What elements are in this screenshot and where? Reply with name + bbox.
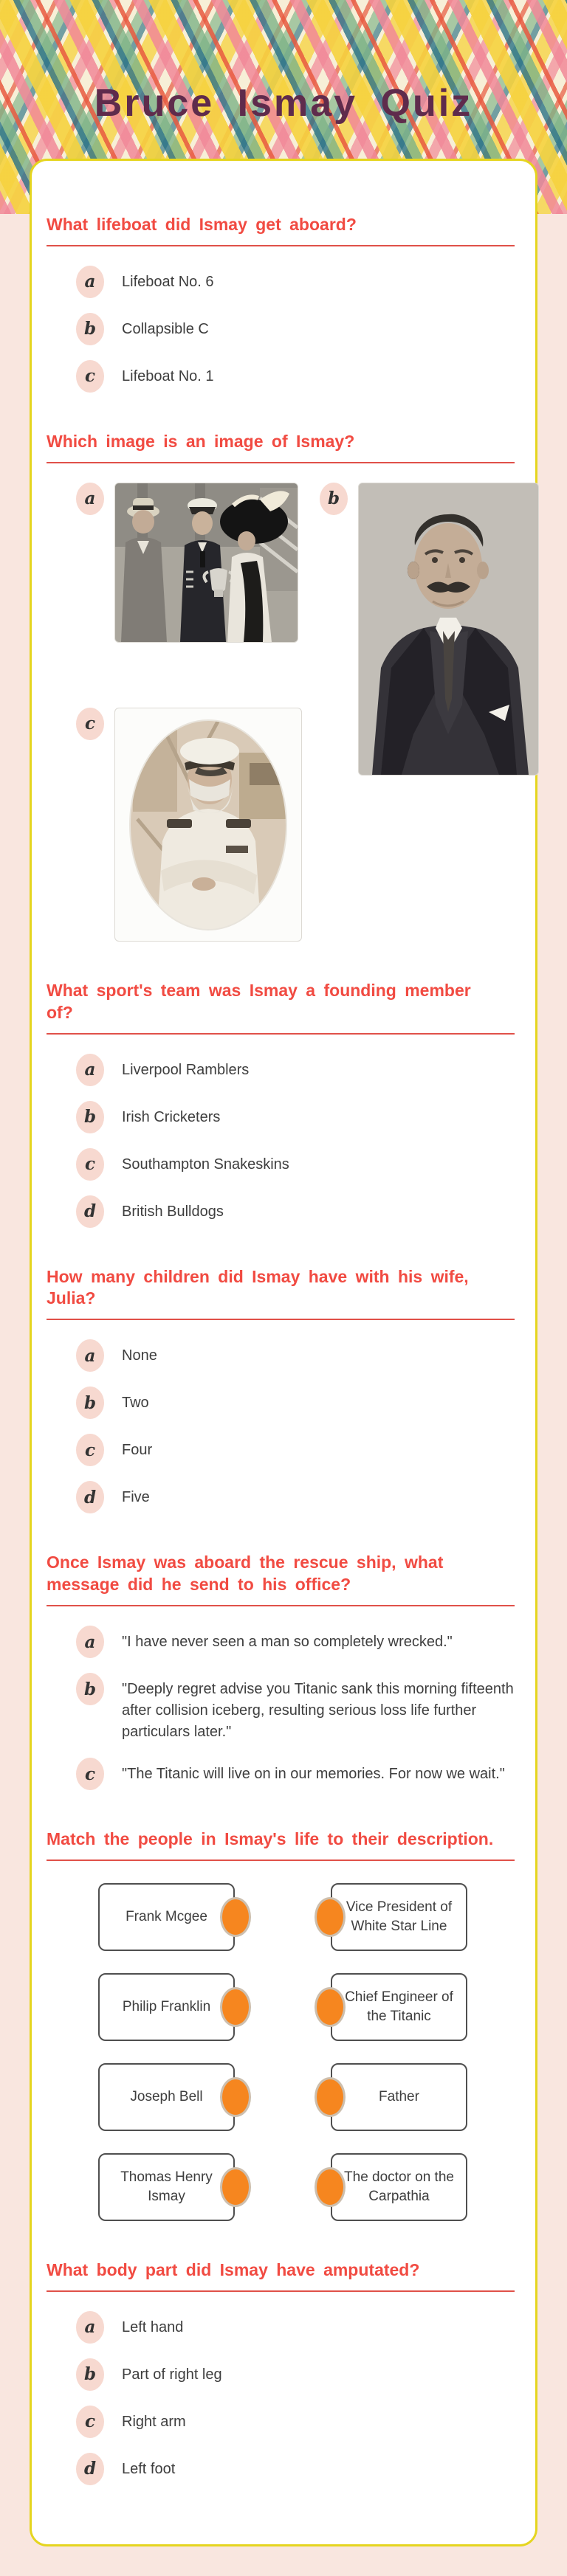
match-right-vice-president[interactable] <box>331 1883 467 1951</box>
title-underline <box>47 1033 515 1035</box>
match-connector-dot[interactable] <box>315 1897 346 1937</box>
option-letter-badge[interactable]: d <box>76 1481 104 1513</box>
match-left-frank-mcgee[interactable] <box>98 1883 235 1951</box>
title-underline <box>47 245 515 246</box>
options-list <box>47 266 515 393</box>
option-letter-badge[interactable]: b <box>76 313 104 345</box>
question-title: What lifeboat did Ismay get aboard? <box>47 215 357 234</box>
question-which-image <box>47 431 515 942</box>
title-underline <box>47 2290 515 2292</box>
match-connector-dot[interactable] <box>220 2077 251 2117</box>
option-letter-badge[interactable]: c <box>76 1434 104 1466</box>
option-letter-badge[interactable]: a <box>76 1626 104 1658</box>
option-c[interactable] <box>76 1434 515 1466</box>
match-left-joseph-bell[interactable] <box>98 2063 235 2131</box>
options-list <box>47 1626 515 1790</box>
mustached-man-portrait-photo[interactable] <box>358 483 539 776</box>
match-right-carpathia-doctor[interactable] <box>331 2153 467 2221</box>
option-d[interactable] <box>76 1481 515 1513</box>
match-right-father[interactable] <box>331 2063 467 2131</box>
image-option-a[interactable] <box>76 483 302 643</box>
question-title: Once Ismay was aboard the rescue ship, what message did he send to his office? <box>47 1553 444 1595</box>
match-label: Thomas Henry Ismay <box>120 2169 213 2205</box>
image-option-c[interactable] <box>76 708 302 942</box>
match-label: Joseph Bell <box>130 2089 203 2105</box>
image-options-grid <box>76 483 515 942</box>
option-a[interactable] <box>76 1626 515 1658</box>
match-connector-dot[interactable] <box>220 2167 251 2207</box>
question-title: How many children did Ismay have with his wife, Julia? <box>47 1266 469 1308</box>
option-c[interactable] <box>76 1148 515 1181</box>
question-title: What sport's team was Ismay a founding member of? <box>47 980 471 1022</box>
option-label: Lifeboat No. 1 <box>122 367 214 384</box>
captain-oval-portrait-photo[interactable] <box>114 708 302 942</box>
option-label: Liverpool Ramblers <box>122 1061 250 1078</box>
question-title: Match the people in Ismay's life to their description. <box>47 1829 494 1849</box>
quiz-title: Bruce Ismay Quiz <box>94 82 473 125</box>
match-row-2 <box>98 1973 467 2041</box>
option-label: "Deeply regret advise you Titanic sank this morning fifteenth after collision iceberg, resulting serious loss life further particulars later." <box>122 1681 514 1741</box>
option-letter-badge[interactable]: a <box>76 2311 104 2344</box>
match-row-1 <box>98 1883 467 1951</box>
option-label: Southampton Snakeskins <box>122 1156 289 1173</box>
question-match-people <box>47 1829 515 2221</box>
match-label: The doctor on the Carpathia <box>344 2169 454 2205</box>
match-connector-dot[interactable] <box>220 1987 251 2027</box>
option-letter-badge[interactable]: a <box>76 483 104 515</box>
option-label: British Bulldogs <box>122 1203 224 1220</box>
option-c[interactable] <box>76 1758 515 1790</box>
option-c[interactable] <box>76 2406 515 2438</box>
match-row-3 <box>98 2063 467 2131</box>
image-options-left-column <box>76 483 302 942</box>
options-list <box>47 1054 515 1228</box>
match-connector-dot[interactable] <box>315 1987 346 2027</box>
option-d[interactable] <box>76 2453 515 2485</box>
option-letter-badge[interactable]: d <box>76 2453 104 2485</box>
match-label: Father <box>379 2089 419 2105</box>
question-children <box>47 1266 515 1514</box>
option-label: Collapsible C <box>122 320 209 337</box>
option-letter-badge[interactable]: b <box>76 1673 104 1705</box>
option-letter-badge[interactable]: b <box>76 1101 104 1133</box>
image-option-b[interactable] <box>320 483 539 776</box>
match-row-4 <box>98 2153 467 2221</box>
question-lifeboat <box>47 214 515 393</box>
match-left-philip-franklin[interactable] <box>98 1973 235 2041</box>
option-d[interactable] <box>76 1195 515 1228</box>
option-letter-badge[interactable]: a <box>76 1339 104 1372</box>
match-label: Frank Mcgee <box>126 1909 207 1925</box>
option-letter-badge[interactable]: b <box>320 483 348 515</box>
option-b[interactable] <box>76 2358 515 2391</box>
option-letter-badge[interactable]: a <box>76 266 104 298</box>
option-a[interactable] <box>76 266 515 298</box>
image-options-right-column <box>320 483 539 776</box>
question-rescue-message <box>47 1552 515 1790</box>
option-letter-badge[interactable]: c <box>76 1148 104 1181</box>
option-label: Part of right leg <box>122 2366 222 2383</box>
option-b[interactable] <box>76 313 515 345</box>
question-title: What body part did Ismay have amputated? <box>47 2260 420 2280</box>
title-underline <box>47 1319 515 1320</box>
option-label: Right arm <box>122 2413 186 2430</box>
options-list <box>47 2311 515 2485</box>
match-grid <box>47 1880 515 2221</box>
title-underline <box>47 1860 515 1861</box>
option-label: "I have never seen a man so completely wrecked." <box>122 1634 453 1651</box>
option-label: Four <box>122 1442 153 1459</box>
option-label: "The Titanic will live on in our memories. For now we wait." <box>122 1766 505 1783</box>
title-underline <box>47 462 515 463</box>
match-connector-dot[interactable] <box>220 1897 251 1937</box>
option-letter-badge[interactable]: c <box>76 708 104 740</box>
option-b[interactable] <box>76 1101 515 1133</box>
option-label: None <box>122 1347 157 1364</box>
option-a[interactable] <box>76 2311 515 2344</box>
option-letter-badge[interactable]: c <box>76 1758 104 1790</box>
title-underline <box>47 1605 515 1606</box>
question-sports-team <box>47 980 515 1228</box>
quiz-card <box>30 159 537 2546</box>
option-letter-badge[interactable]: b <box>76 1387 104 1419</box>
match-label: Philip Franklin <box>122 1999 211 2015</box>
match-label: Vice President of White Star Line <box>346 1899 453 1935</box>
option-letter-badge[interactable]: a <box>76 1054 104 1086</box>
option-label: Lifeboat No. 6 <box>122 273 214 290</box>
question-title: Which image is an image of Ismay? <box>47 431 355 451</box>
option-label: Two <box>122 1395 149 1412</box>
match-right-chief-engineer[interactable] <box>331 1973 467 2041</box>
option-letter-badge[interactable]: c <box>76 2406 104 2438</box>
question-amputation <box>47 2259 515 2485</box>
option-letter-badge[interactable]: c <box>76 360 104 393</box>
match-connector-dot[interactable] <box>315 2167 346 2207</box>
group-with-trophy-photo[interactable] <box>114 483 298 643</box>
option-a[interactable] <box>76 1339 515 1372</box>
option-letter-badge[interactable]: d <box>76 1195 104 1228</box>
match-left-thomas-henry-ismay[interactable] <box>98 2153 235 2221</box>
options-list <box>47 1339 515 1513</box>
option-c[interactable] <box>76 360 515 393</box>
option-a[interactable] <box>76 1054 515 1086</box>
option-b[interactable] <box>76 1673 515 1743</box>
option-label: Five <box>122 1489 150 1506</box>
option-label: Irish Cricketers <box>122 1108 221 1125</box>
option-letter-badge[interactable]: b <box>76 2358 104 2391</box>
option-label: Left hand <box>122 2318 184 2335</box>
match-connector-dot[interactable] <box>315 2077 346 2117</box>
option-b[interactable] <box>76 1387 515 1419</box>
option-label: Left foot <box>122 2460 176 2477</box>
match-label: Chief Engineer of the Titanic <box>345 1989 453 2025</box>
